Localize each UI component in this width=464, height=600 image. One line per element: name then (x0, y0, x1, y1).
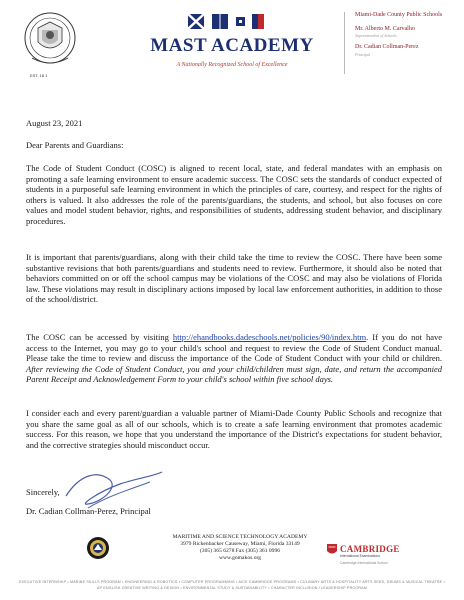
paragraph-access-instructions (26, 332, 442, 385)
cambridge-name: CAMBRIDGE (340, 544, 400, 554)
signing-instructions: After reviewing the Code of Student Conduct, you and your child/children must sign, date, and return the accompanied Parent Receipt and Acknowledgement Form to your child's school within five school days. (26, 363, 442, 385)
seal-caption: EST. 18 1 (30, 73, 48, 78)
school-name: MAST ACADEMY (150, 35, 314, 56)
cambridge-school-line: Cambridge International School (340, 561, 388, 565)
district-name: Miami-Dade County Public Schools (355, 12, 443, 18)
cambridge-subtitle: International Examinations (340, 554, 380, 558)
cambridge-shield-icon (327, 544, 337, 556)
paragraph-access-text-continued: . If you do not have access to the Internet, you may go to your child's school and request to review the Code of Student Conduct manual. Please take the time to review and discuss the importance of the Code of Student Conduct with your child or children. (26, 332, 442, 364)
footer-school-name: MARITIME AND SCIENCE TECHNOLOGY ACADEMY (172, 534, 308, 540)
school-tagline: A Nationally Recognized School of Excellence (176, 62, 288, 68)
letter-signer: Dr. Cadian Collman-Perez, Principal (26, 506, 151, 516)
footer-programs-list: EXECUTIVE INTERNSHIP • MARINE SKILLS PROGRAM • ENGINEERING & ROBOTICS • COMPUTER PROGRAMMING • AICE CAMBRIDGE PROGRAMS • CULINARY ARTS & HOSPITALITY ARTS SEED, DRUMS & MUSICAL THEATRE • AP ENGLISH CREATIVE WRITING & DESIGN • ENVIRONMENTAL STUDY & SUSTAINABILITY • CHARACTER INCLUSION / LEADERSHIP PROGRAM (19, 580, 445, 590)
footer-phone-fax: (305) 365 6278 Fax (305) 361 0996 (199, 548, 281, 554)
principal-name: Dr. Cadian Collman-Perez (355, 44, 419, 50)
footer-website: www.gomakos.org (218, 555, 262, 561)
principal-title: Principal (355, 51, 371, 57)
footer-address: 3979 Rickenbacker Causeway, Miami, Florida 33149 (180, 541, 300, 547)
superintendent-title: Superintendent of Schools (355, 33, 397, 38)
mast-medallion-logo (86, 536, 110, 560)
school-board-seal-logo (24, 8, 76, 74)
paragraph-review-importance: It is important that parents/guardians, along with their child take the time to review the COSC. There have been some substantive revisions that both parents/guardians and students need to review. Furthermore, it should also be noted that behaviors committed on or off the school campus may be violations of the COSC and may also be violations of Florida law. These violations may result in disciplinary actions imposed by local law enforcement authorities, in addition to those of the school/district. (26, 252, 442, 305)
letterhead (0, 0, 464, 86)
letter-closing: Sincerely, (26, 487, 60, 497)
cambridge-badge (327, 544, 427, 574)
footer-contact (140, 534, 340, 562)
header-divider (344, 12, 345, 74)
district-info (355, 12, 461, 57)
superintendent-name: Mr. Alberto M. Carvalho (355, 25, 415, 32)
paragraph-access-text: The COSC can be accessed by visiting (26, 332, 173, 342)
paragraph-cosc-overview: The Code of Student Conduct (COSC) is aligned to recent local, state, and federal mandates with an emphasis on promoting a safe learning environment to ensure academic success. The COSC sets the standards of conduct expected of students in a purposeful safe learning environment in which the principles of care, courtesy, and respect for the rights of others is valued. It also addresses the role of the parents/guardians, the students, and school, but also focuses on core values and model student behavior, rights, and responsibilities of students, addressing student behavior, and disciplinary procedures. (26, 163, 442, 226)
letter-greeting: Dear Parents and Guardians: (26, 140, 124, 150)
paragraph-partnership: I consider each and every parent/guardian a valuable partner of Miami-Dade County Public Schools and recognize that you share the same goal as all of our schools, which is to create a safe learning environment that promotes academic success. For this reason, we hope that you understand the importance of the District's expectations for student behavior, and the corrective strategies should misconduct occur. (26, 408, 442, 450)
letter-date: August 23, 2021 (26, 118, 83, 128)
nautical-flags-logo (186, 12, 286, 32)
cosc-handbook-link[interactable]: http://ehandbooks.dadeschools.net/policies/90/index.htm (172, 332, 367, 342)
